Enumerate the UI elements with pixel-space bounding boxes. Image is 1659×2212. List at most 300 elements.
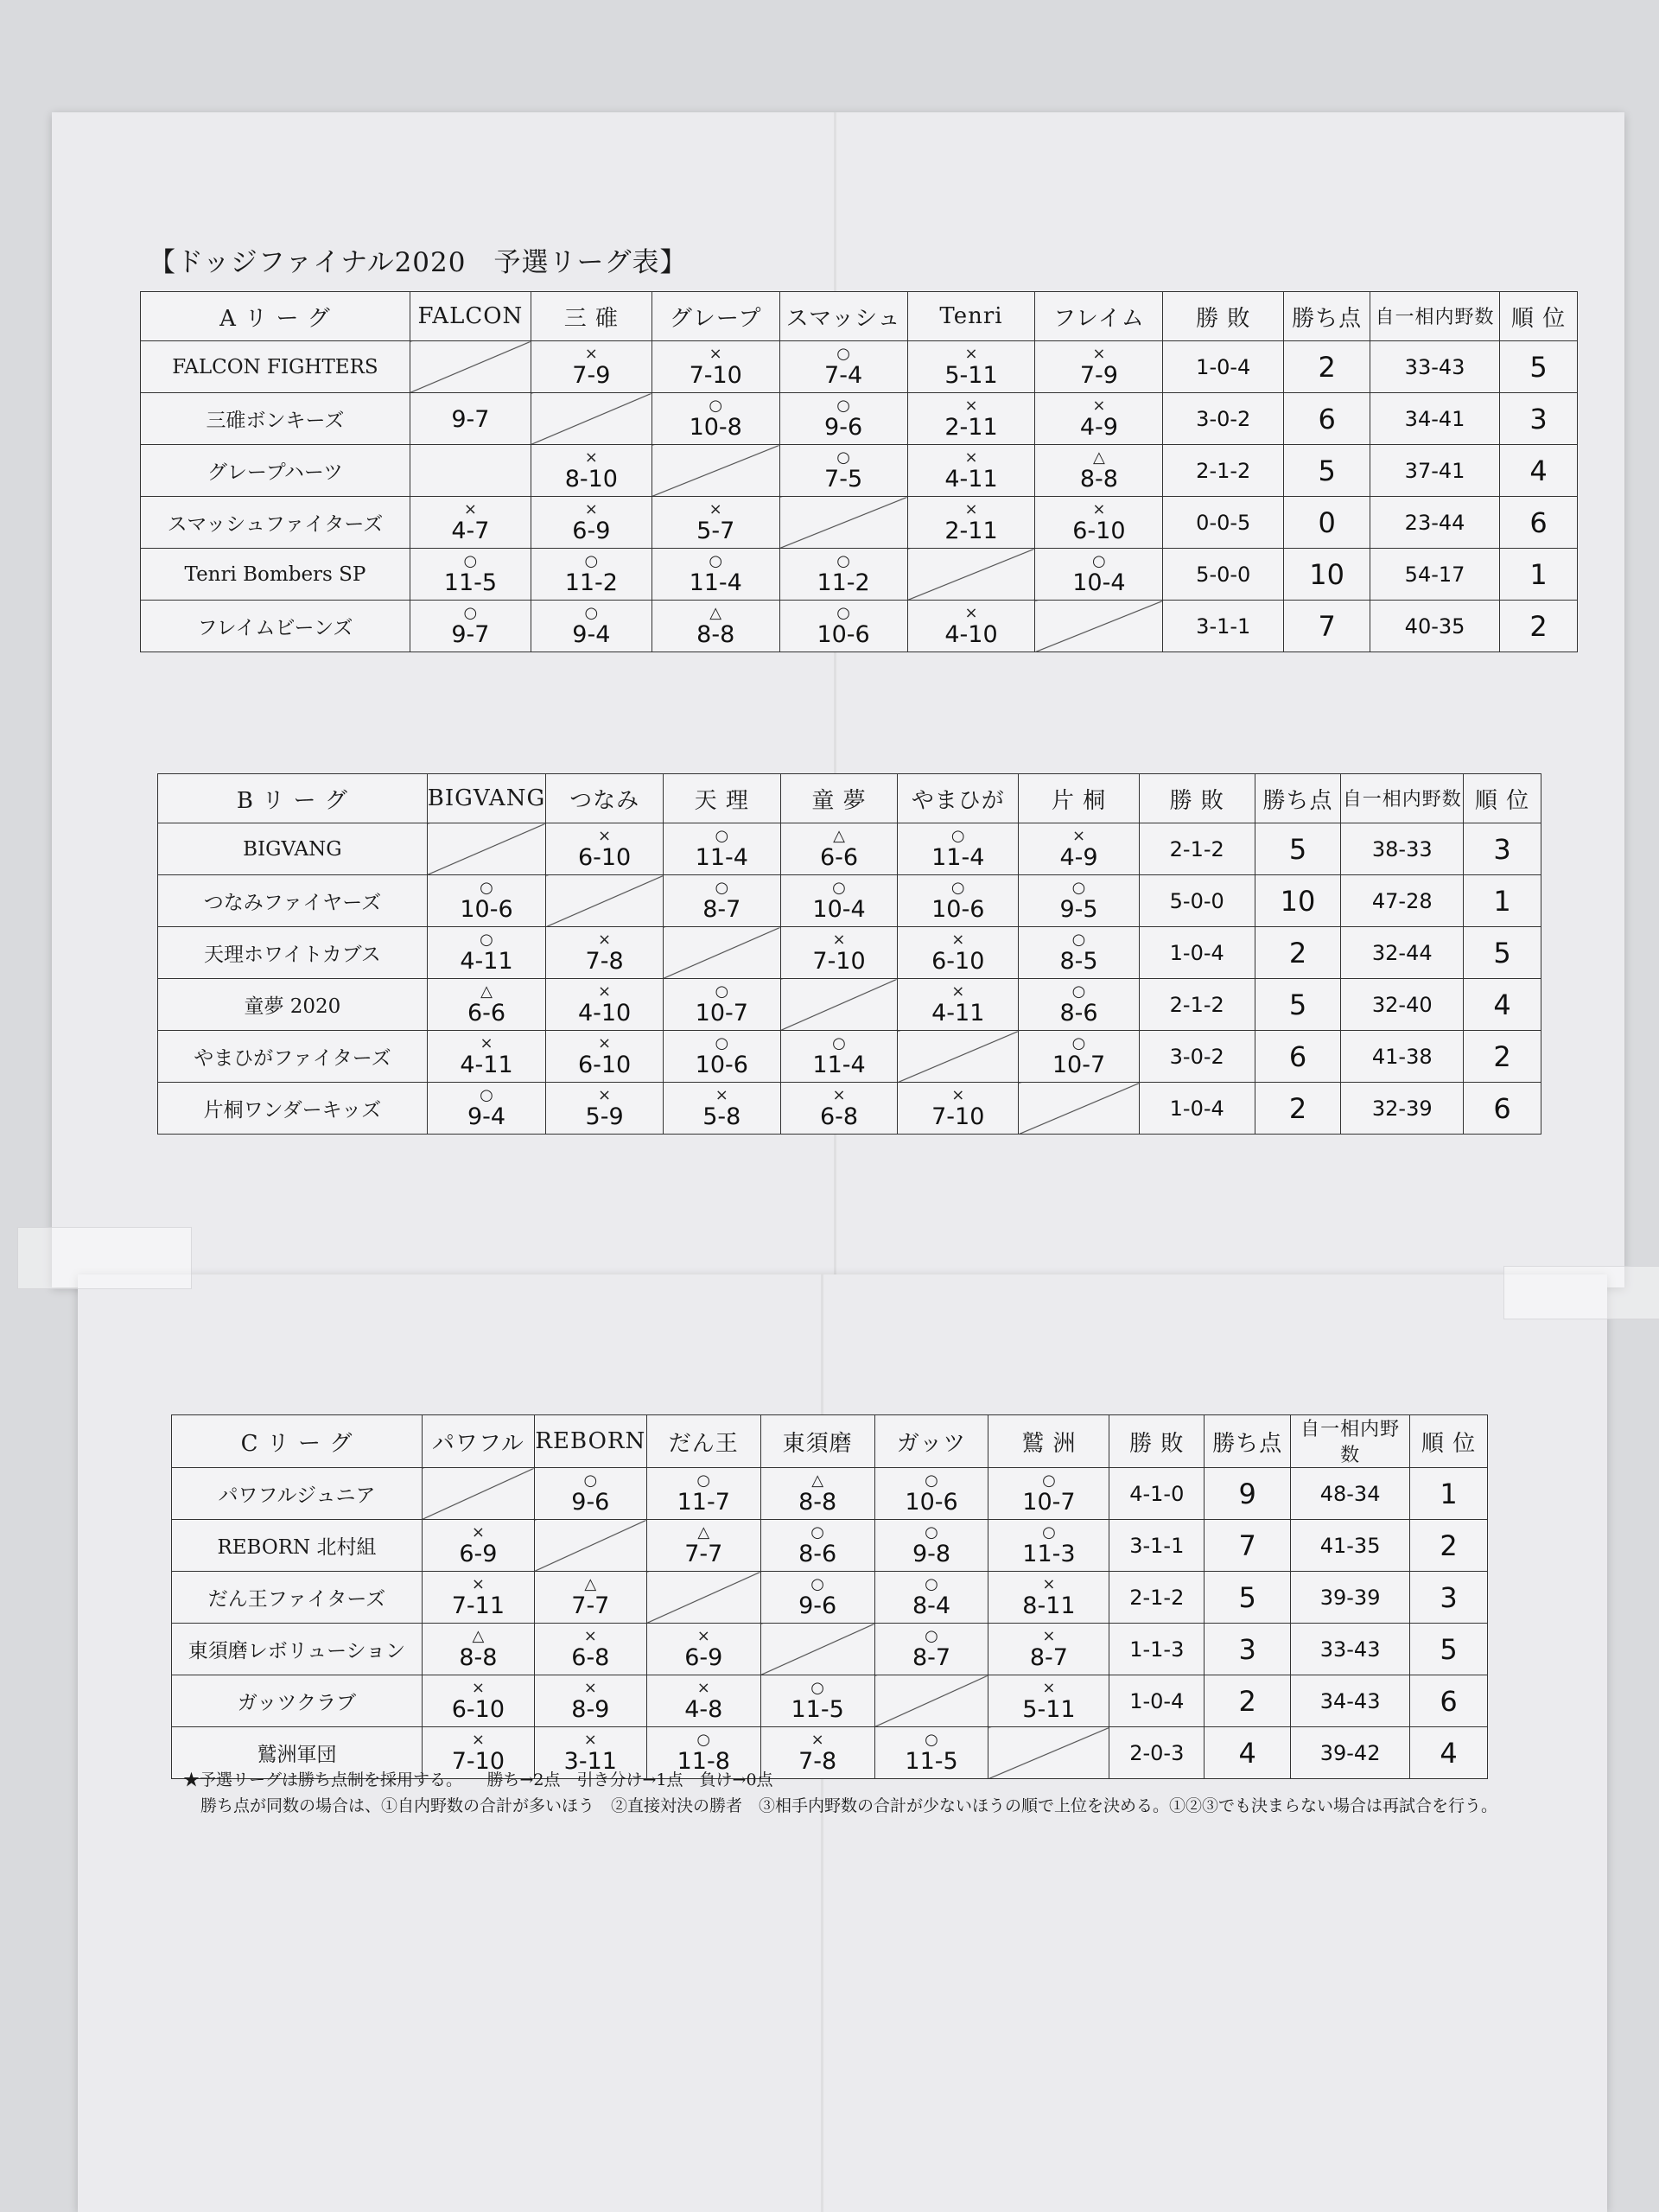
team-name: REBORN 北村組 (172, 1520, 423, 1572)
column-header (1464, 774, 1541, 823)
match-score: 10-7 (695, 1000, 748, 1027)
diagonal-cell (1035, 601, 1163, 652)
points: 0 (1284, 497, 1370, 549)
table-row (158, 979, 1541, 1031)
diagonal-cell (779, 497, 907, 549)
match-score: 5-9 (585, 1103, 624, 1130)
match-result (908, 606, 1035, 646)
column-header (1139, 774, 1255, 823)
match-score: 10-4 (1072, 569, 1126, 596)
column-header-label: 勝 敗 (1196, 305, 1251, 332)
match-result-cell (652, 497, 779, 549)
match-result-cell (874, 1727, 988, 1779)
result-mark: ○ (480, 1086, 493, 1104)
match-score: 8-8 (696, 621, 735, 648)
points: 6 (1255, 1031, 1341, 1083)
league-c-table (171, 1414, 1488, 1779)
table-row (172, 1520, 1488, 1572)
team-name: やまひがファイターズ (158, 1031, 428, 1083)
match-result-cell (546, 823, 664, 875)
match-result-cell (907, 601, 1035, 652)
match-result-cell (1035, 341, 1163, 393)
rank: 3 (1410, 1572, 1488, 1624)
result-mark: × (810, 1731, 824, 1749)
match-result-cell (1035, 549, 1163, 601)
match-result-cell (427, 875, 545, 927)
match-score: 7-10 (451, 1748, 505, 1775)
table-row (158, 875, 1541, 927)
column-header-label: 勝 敗 (1169, 787, 1224, 814)
match-result-cell (874, 1624, 988, 1675)
match-result-cell (663, 823, 780, 875)
result-mark: × (951, 982, 965, 1001)
result-mark: × (598, 931, 612, 949)
match-score: 4-11 (944, 466, 998, 493)
match-result-cell (874, 1520, 988, 1572)
match-result (428, 1036, 545, 1077)
match-result-cell (652, 549, 779, 601)
match-score: 7-10 (931, 1103, 985, 1130)
diagonal-cell (652, 445, 779, 497)
table-row (172, 1468, 1488, 1520)
team-name: BIGVANG (158, 823, 428, 875)
match-score: 5-11 (944, 362, 998, 389)
match-result (898, 932, 1018, 973)
match-result-cell (663, 1083, 780, 1135)
match-result (652, 554, 779, 594)
match-score: 8-10 (564, 466, 618, 493)
result-mark: ○ (836, 552, 850, 570)
table-row (158, 1031, 1541, 1083)
infield-count-diff: 33-43 (1370, 341, 1500, 393)
match-result (1035, 346, 1162, 387)
rules-note-line2: 勝ち点が同数の場合は、①自内野数の合計が多いほう ②直接対決の勝者 ③相手内野数の合計が少ないほうの順で上位を決める。①②③でも決まらない場合は再試合を行う。 (200, 1796, 1498, 1815)
result-mark: ○ (1071, 1034, 1086, 1052)
match-result (423, 1732, 534, 1773)
match-score: 7-4 (824, 362, 863, 389)
team-name: 東須磨レボリューション (172, 1624, 423, 1675)
column-header (646, 1415, 760, 1468)
league-label: A リ ー グ (141, 292, 410, 341)
match-score: 5-7 (696, 518, 735, 544)
match-result (875, 1629, 988, 1669)
match-result-cell (874, 1468, 988, 1520)
infield-count-diff: 32-39 (1341, 1083, 1464, 1135)
league-label: B リ ー グ (158, 774, 428, 823)
league-b-table (157, 773, 1541, 1135)
match-result (761, 1681, 874, 1721)
diagonal-cell (422, 1468, 534, 1520)
match-score: 9-6 (824, 414, 863, 441)
team-name: 童夢 2020 (158, 979, 428, 1031)
win-loss-record: 2-1-2 (1139, 823, 1255, 875)
result-mark: ○ (715, 1034, 729, 1052)
match-result (780, 398, 907, 439)
match-result-cell (779, 393, 907, 445)
match-result (781, 1088, 898, 1128)
result-mark: ○ (836, 448, 850, 467)
win-loss-record: 2-1-2 (1163, 445, 1284, 497)
match-score: 9-7 (451, 406, 490, 433)
match-result-cell (988, 1675, 1109, 1727)
result-mark: × (696, 1679, 710, 1697)
match-score: 8-4 (912, 1592, 951, 1619)
result-mark: × (598, 982, 612, 1001)
match-result-cell (652, 601, 779, 652)
match-result (761, 1732, 874, 1773)
result-mark: × (471, 1679, 485, 1697)
result-mark: × (598, 1086, 612, 1104)
match-result-cell (1035, 445, 1163, 497)
match-result (898, 829, 1018, 869)
result-mark: × (583, 1731, 597, 1749)
result-mark: ○ (1071, 931, 1086, 949)
match-result-cell (531, 549, 652, 601)
column-header (410, 292, 531, 341)
match-result-cell (534, 1572, 646, 1624)
rank: 6 (1499, 497, 1577, 549)
match-score: 6-6 (467, 1000, 506, 1027)
result-mark: ○ (836, 604, 850, 622)
table-row (141, 341, 1578, 393)
result-mark: ○ (583, 1471, 598, 1490)
table-row (172, 1624, 1488, 1675)
diagonal-cell (663, 927, 780, 979)
match-result (428, 984, 545, 1025)
match-score: 6-6 (819, 844, 859, 871)
match-score: 7-7 (571, 1592, 610, 1619)
match-score: 11-5 (905, 1748, 958, 1775)
match-score: 8-5 (1059, 948, 1098, 975)
diagonal-cell (874, 1675, 988, 1727)
diagonal-cell (546, 875, 664, 927)
column-header-label: やまひが (911, 787, 1005, 814)
column-header (1499, 292, 1577, 341)
match-result-cell (531, 601, 652, 652)
match-result-cell (546, 979, 664, 1031)
match-result-cell (410, 497, 531, 549)
column-header (907, 292, 1035, 341)
column-header-label: 三 碓 (563, 305, 619, 332)
result-mark: ○ (480, 931, 493, 949)
tape-strip-left (17, 1227, 192, 1289)
match-result (781, 932, 898, 973)
match-result (875, 1577, 988, 1618)
points: 6 (1284, 393, 1370, 445)
column-header (1109, 1415, 1205, 1468)
result-mark: × (832, 931, 846, 949)
match-result-cell (1035, 497, 1163, 549)
match-score: 10-8 (689, 414, 742, 441)
match-result-cell (907, 341, 1035, 393)
match-result-cell (546, 1083, 664, 1135)
match-result (781, 880, 898, 921)
match-result-cell (1019, 979, 1140, 1031)
infield-count-diff: 39-42 (1291, 1727, 1410, 1779)
team-name: パワフルジュニア (172, 1468, 423, 1520)
column-header (1284, 292, 1370, 341)
result-mark: ○ (950, 827, 965, 845)
match-score: 6-8 (571, 1644, 610, 1671)
match-result-cell (780, 1083, 898, 1135)
match-result-cell (410, 445, 531, 497)
match-result (780, 606, 907, 646)
header-row (172, 1415, 1488, 1468)
infield-count-diff: 23-44 (1370, 497, 1500, 549)
match-result-cell (779, 549, 907, 601)
result-mark: × (964, 448, 978, 467)
win-loss-record: 2-1-2 (1109, 1572, 1205, 1624)
column-header-label: グレープ (669, 305, 762, 332)
diagonal-cell (988, 1727, 1109, 1779)
points: 5 (1255, 823, 1341, 875)
match-result-cell (410, 393, 531, 445)
result-mark: ○ (1092, 552, 1106, 570)
result-mark: × (709, 500, 722, 518)
match-score: 11-2 (564, 569, 618, 596)
column-header (422, 1415, 534, 1468)
team-name: ガッツクラブ (172, 1675, 423, 1727)
match-result (988, 1525, 1109, 1566)
column-header-label: 天 理 (694, 787, 749, 814)
rank: 5 (1499, 341, 1577, 393)
match-result (898, 880, 1018, 921)
match-score: 8-8 (798, 1489, 837, 1516)
column-header-label: 順 位 (1510, 305, 1567, 332)
match-result (664, 1088, 780, 1128)
match-result-cell (531, 497, 652, 549)
table-row (141, 393, 1578, 445)
column-header-label: 片 桐 (1051, 787, 1107, 814)
infield-count-diff: 34-43 (1291, 1675, 1410, 1727)
match-score: 5-11 (1022, 1696, 1076, 1723)
match-score: 7-8 (585, 948, 624, 975)
column-header (427, 774, 545, 823)
match-result-cell (874, 1572, 988, 1624)
rank: 1 (1464, 875, 1541, 927)
match-result (988, 1473, 1109, 1514)
result-mark: △ (480, 982, 493, 1001)
result-mark: × (1042, 1575, 1056, 1593)
match-result-cell (546, 1031, 664, 1083)
match-result (531, 502, 652, 543)
match-score: 9-6 (571, 1489, 610, 1516)
match-result (1019, 984, 1139, 1025)
match-score: 7-9 (572, 362, 611, 389)
match-result (410, 606, 531, 646)
match-result (652, 502, 779, 543)
rules-note-line1: ★予選リーグは勝ち点制を採用する。 勝ち→2点 引き分け→1点 負け→0点 (183, 1770, 773, 1789)
win-loss-record: 1-0-4 (1109, 1675, 1205, 1727)
column-header (1410, 1415, 1488, 1468)
match-score: 7-9 (1079, 362, 1118, 389)
result-mark: △ (1092, 448, 1105, 467)
match-result-cell (779, 445, 907, 497)
match-score: 6-10 (931, 948, 985, 975)
match-result-cell (780, 823, 898, 875)
tape-strip-right (1503, 1266, 1659, 1319)
column-header (534, 1415, 646, 1468)
column-header (988, 1415, 1109, 1468)
result-mark: ○ (709, 397, 723, 415)
result-mark: × (951, 931, 965, 949)
column-header (531, 292, 652, 341)
match-result (898, 984, 1018, 1025)
match-result (761, 1473, 874, 1514)
match-score: 5-8 (702, 1103, 741, 1130)
match-result (988, 1681, 1109, 1721)
column-header-label: FALCON (417, 303, 524, 329)
diagonal-cell (907, 549, 1035, 601)
match-result (546, 984, 663, 1025)
result-mark: × (1071, 827, 1086, 845)
result-mark: ○ (1042, 1523, 1056, 1541)
match-score: 3-11 (563, 1748, 617, 1775)
column-header (1205, 1415, 1291, 1468)
result-mark: × (584, 500, 598, 518)
match-result (531, 554, 652, 594)
result-mark: ○ (832, 879, 846, 897)
column-header (663, 774, 780, 823)
match-result-cell (760, 1520, 874, 1572)
match-result (781, 829, 898, 869)
column-header-label: つなみ (569, 787, 640, 814)
league-label: C リ ー グ (172, 1415, 423, 1468)
match-result (1035, 502, 1162, 543)
match-score: 9-5 (1059, 896, 1098, 923)
points: 3 (1205, 1624, 1291, 1675)
win-loss-record: 3-0-2 (1139, 1031, 1255, 1083)
match-result-cell (646, 1675, 760, 1727)
match-result (647, 1681, 760, 1721)
column-header (898, 774, 1019, 823)
result-mark: ○ (1071, 982, 1086, 1001)
match-result-cell (663, 1031, 780, 1083)
match-score: 2-11 (944, 414, 998, 441)
points: 2 (1255, 927, 1341, 979)
points: 7 (1284, 601, 1370, 652)
match-result (1019, 880, 1139, 921)
result-mark: △ (472, 1627, 485, 1645)
infield-count-diff: 47-28 (1341, 875, 1464, 927)
match-result-cell (531, 445, 652, 497)
match-score: 10-4 (812, 896, 866, 923)
match-result (908, 450, 1035, 491)
match-score: 11-2 (817, 569, 870, 596)
infield-count-diff: 40-35 (1370, 601, 1500, 652)
match-score: 4-7 (451, 518, 490, 544)
points: 5 (1255, 979, 1341, 1031)
match-result-cell (988, 1468, 1109, 1520)
header-row (158, 774, 1541, 823)
match-result-cell (652, 393, 779, 445)
column-header-label: パワフル (431, 1430, 524, 1457)
column-header (779, 292, 907, 341)
table-row (141, 445, 1578, 497)
match-score: 6-10 (1072, 518, 1126, 544)
match-result (647, 1473, 760, 1514)
match-score: 4-11 (931, 1000, 985, 1027)
result-mark: ○ (480, 879, 493, 897)
match-score: 7-11 (451, 1592, 505, 1619)
header-row (141, 292, 1578, 341)
match-result (531, 346, 652, 387)
match-result (423, 1577, 534, 1618)
team-name: Tenri Bombers SP (141, 549, 410, 601)
rank: 5 (1464, 927, 1541, 979)
match-score: 8-7 (912, 1644, 951, 1671)
column-header (1341, 774, 1464, 823)
match-score: 11-4 (812, 1052, 866, 1078)
match-result (410, 406, 531, 431)
result-mark: ○ (715, 879, 729, 897)
match-result (410, 502, 531, 543)
match-score: 7-7 (684, 1541, 723, 1567)
match-result-cell (1019, 1031, 1140, 1083)
result-mark: × (715, 1086, 728, 1104)
result-mark: ○ (709, 552, 723, 570)
result-mark: △ (811, 1471, 824, 1490)
match-result (908, 346, 1035, 387)
match-result (647, 1525, 760, 1566)
match-result-cell (427, 1083, 545, 1135)
column-header-label: 鷲 洲 (1021, 1430, 1077, 1457)
match-result-cell (646, 1468, 760, 1520)
match-result-cell (780, 927, 898, 979)
match-result-cell (422, 1520, 534, 1572)
table-row (158, 927, 1541, 979)
league-a-table (140, 291, 1578, 652)
table-row (141, 497, 1578, 549)
match-result-cell (422, 1675, 534, 1727)
match-result (780, 346, 907, 387)
result-mark: △ (584, 1575, 597, 1593)
result-mark: ○ (715, 827, 729, 845)
match-score: 9-4 (467, 1103, 506, 1130)
match-result (428, 1088, 545, 1128)
result-mark: ○ (925, 1575, 938, 1593)
match-score: 9-6 (798, 1592, 837, 1619)
match-score: 11-7 (677, 1489, 730, 1516)
match-result-cell (898, 823, 1019, 875)
match-result (664, 984, 780, 1025)
team-name: FALCON FIGHTERS (141, 341, 410, 393)
diagonal-cell (1019, 1083, 1140, 1135)
win-loss-record: 1-0-4 (1163, 341, 1284, 393)
match-result (535, 1473, 646, 1514)
points: 9 (1205, 1468, 1291, 1520)
team-name: スマッシュファイターズ (141, 497, 410, 549)
match-score: 6-10 (577, 844, 632, 871)
column-header-label: 自一相内野数 (1375, 307, 1495, 328)
result-mark: × (471, 1523, 485, 1541)
match-result (546, 1088, 663, 1128)
match-score: 4-9 (1059, 844, 1098, 871)
match-score: 2-11 (944, 518, 998, 544)
match-result-cell (646, 1520, 760, 1572)
match-result (664, 829, 780, 869)
diagonal-cell (898, 1031, 1019, 1083)
match-result (988, 1577, 1109, 1618)
table-row (141, 601, 1578, 652)
win-loss-record: 0-0-5 (1163, 497, 1284, 549)
rank: 3 (1464, 823, 1541, 875)
match-score: 9-8 (912, 1541, 951, 1567)
column-header-label: だん王 (668, 1430, 739, 1457)
result-mark: ○ (696, 1471, 711, 1490)
diagonal-cell (410, 341, 531, 393)
result-mark: × (584, 345, 598, 363)
